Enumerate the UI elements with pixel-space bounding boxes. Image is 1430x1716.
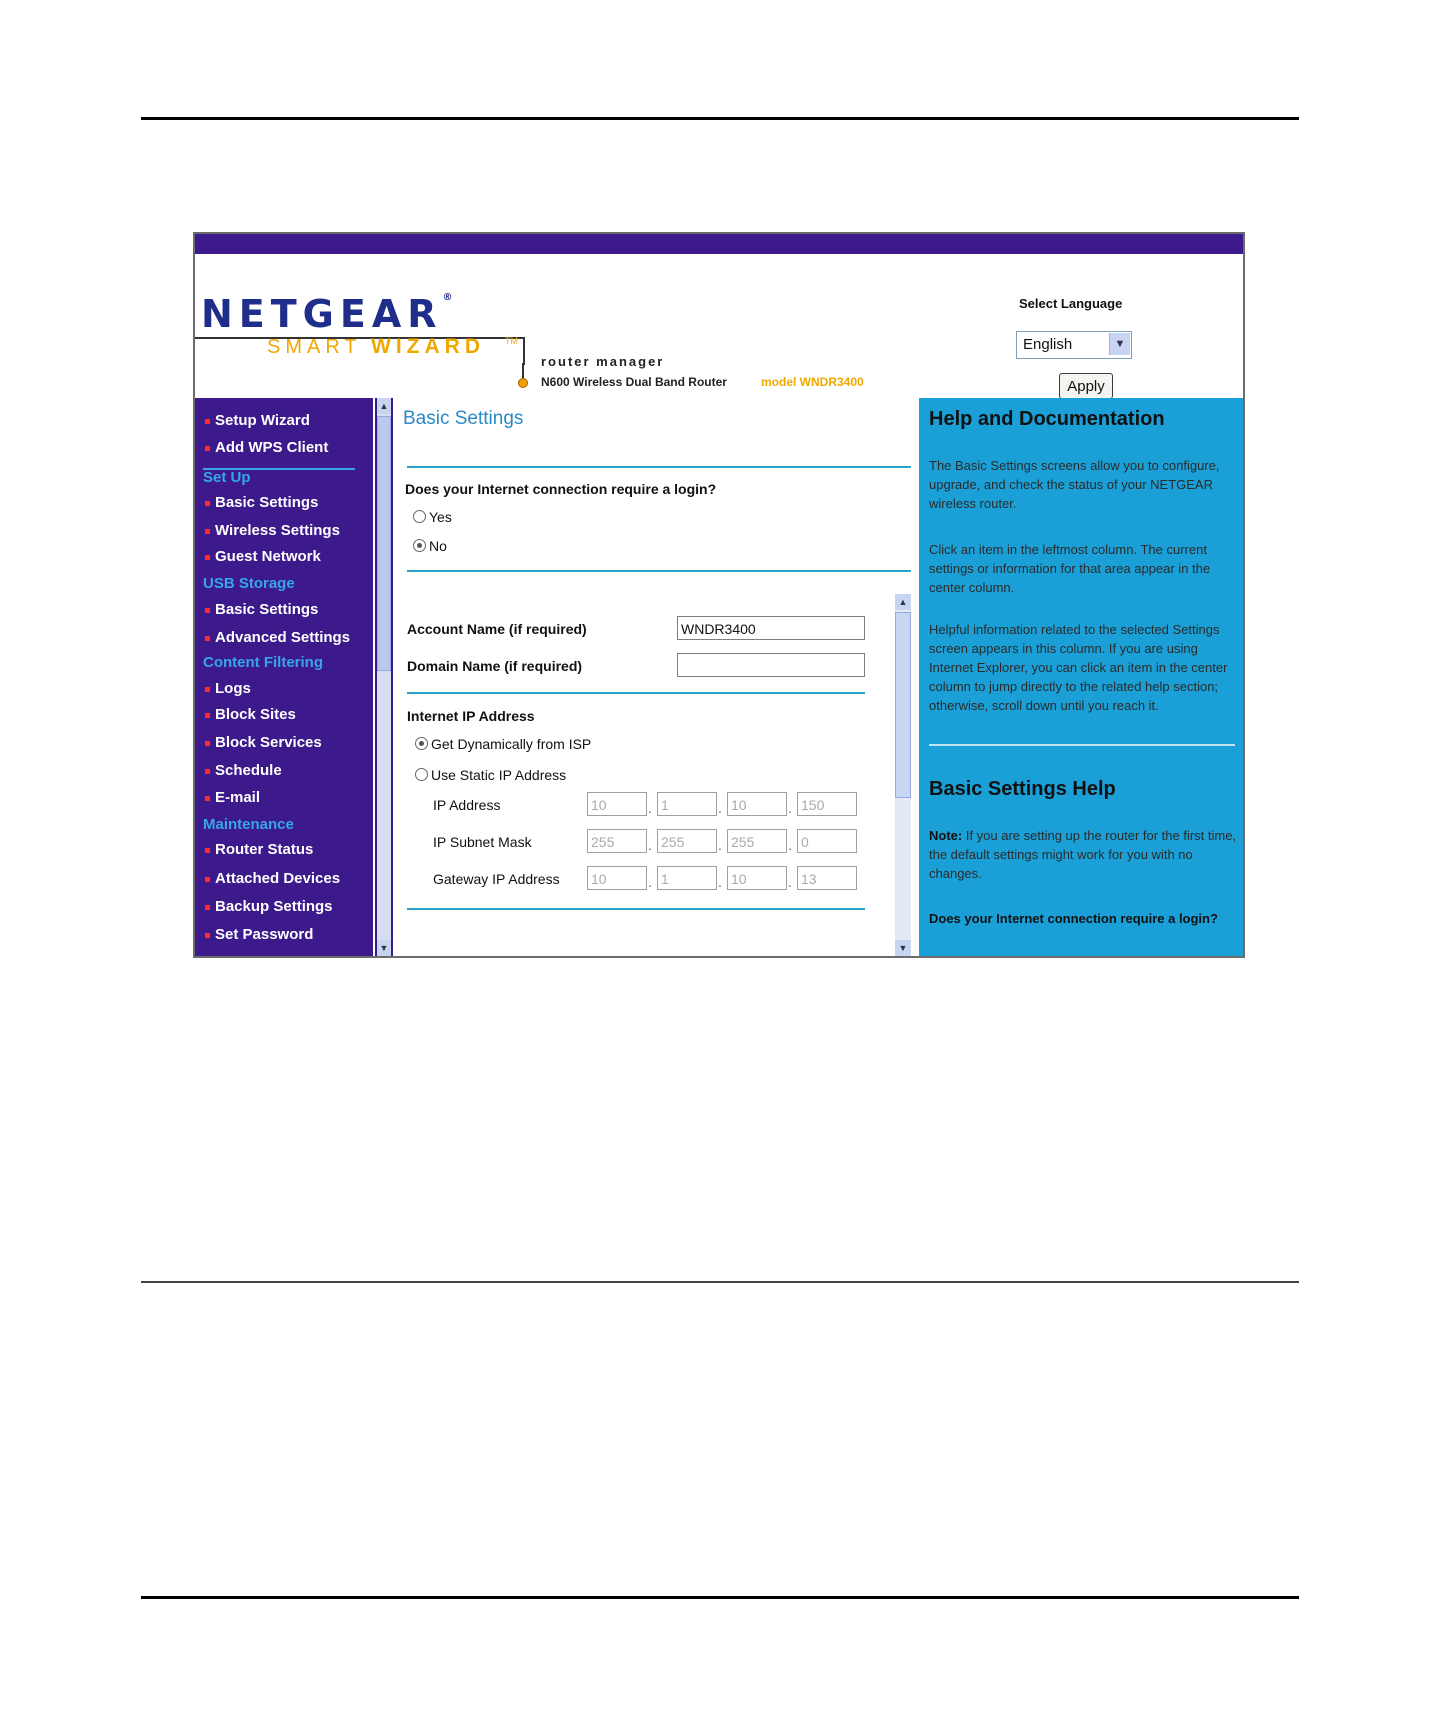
scroll-down-icon[interactable]: ▼ bbox=[895, 940, 911, 956]
sidebar-item-label: Basic Settings bbox=[215, 494, 319, 511]
sidebar-item-set-password[interactable] bbox=[205, 926, 313, 943]
gateway-octet-4[interactable]: 13 bbox=[797, 866, 857, 890]
page-middle-rule bbox=[141, 1281, 1299, 1283]
bullet-icon bbox=[205, 741, 210, 746]
sidebar-item-label: Router Status bbox=[215, 841, 314, 858]
sidebar-item-label: Add WPS Client bbox=[215, 439, 329, 456]
gateway-octet-2[interactable]: 1 bbox=[657, 866, 717, 890]
gateway-octet-3[interactable]: 10 bbox=[727, 866, 787, 890]
language-label: Select Language bbox=[1019, 296, 1123, 311]
subnet-mask-octet-2[interactable]: 255 bbox=[657, 829, 717, 853]
sidebar-item-block-services[interactable] bbox=[205, 734, 322, 751]
nav-border bbox=[391, 398, 393, 956]
sidebar-item-setup-wizard[interactable] bbox=[205, 412, 310, 429]
sidebar-item-label: Wireless Settings bbox=[215, 522, 340, 539]
sidebar-item-label: Backup Settings bbox=[215, 898, 333, 915]
divider bbox=[407, 570, 911, 572]
top-color-bar bbox=[195, 234, 1243, 254]
ip-separator: . bbox=[788, 837, 792, 853]
sidebar-item-label: E-mail bbox=[215, 789, 261, 806]
logo-frame-tick bbox=[522, 363, 524, 379]
divider bbox=[407, 692, 865, 694]
bullet-icon bbox=[205, 501, 210, 506]
sidebar-item-basic-settings[interactable] bbox=[205, 494, 318, 511]
bullet-icon bbox=[205, 636, 210, 641]
ip-address-octet-3[interactable]: 10 bbox=[727, 792, 787, 816]
language-select[interactable] bbox=[1016, 331, 1132, 359]
help-note bbox=[929, 826, 1239, 883]
bullet-icon bbox=[205, 796, 210, 801]
ip-address-octet-4[interactable]: 150 bbox=[797, 792, 857, 816]
logo-dot-icon bbox=[518, 378, 528, 388]
apply-button[interactable]: Apply bbox=[1059, 373, 1113, 399]
sidebar-item-schedule[interactable] bbox=[205, 762, 282, 779]
language-value: English bbox=[1023, 336, 1073, 353]
sidebar-item-basic-settings[interactable] bbox=[205, 601, 318, 618]
domain-name-label: Domain Name (if required) bbox=[407, 658, 583, 674]
logo-tm-text: TM bbox=[505, 336, 518, 346]
sidebar-item-block-sites[interactable] bbox=[205, 706, 296, 723]
login-yes-radio[interactable] bbox=[413, 510, 426, 523]
sidebar-item-logs[interactable] bbox=[205, 680, 251, 697]
subnet-mask-octet-1[interactable]: 255 bbox=[587, 829, 647, 853]
page-top-rule bbox=[141, 117, 1299, 120]
help-note-text: If you are setting up the router for the first time, the default settings might work for you with no changes. bbox=[929, 828, 1237, 881]
account-name-input[interactable]: WNDR3400 bbox=[677, 616, 865, 640]
login-no-radio[interactable] bbox=[413, 539, 426, 552]
bullet-icon bbox=[205, 848, 210, 853]
bullet-icon bbox=[205, 933, 210, 938]
gateway-label: Gateway IP Address bbox=[433, 871, 560, 887]
router-manager-label: router manager bbox=[541, 354, 665, 369]
bullet-icon bbox=[205, 608, 210, 613]
page-title: Basic Settings bbox=[403, 408, 524, 429]
help-section-title: Basic Settings Help bbox=[929, 778, 1116, 800]
sidebar-item-label: Basic Settings bbox=[215, 601, 319, 618]
ip-separator: . bbox=[788, 800, 792, 816]
ip-separator: . bbox=[648, 874, 652, 890]
sidebar-item-label: Block Sites bbox=[215, 706, 296, 723]
ip-address-octet-2[interactable]: 1 bbox=[657, 792, 717, 816]
ip-separator: . bbox=[648, 800, 652, 816]
sidebar-item-label: Attached Devices bbox=[215, 870, 341, 887]
main-content bbox=[393, 398, 917, 956]
scroll-up-icon[interactable]: ▲ bbox=[377, 398, 391, 414]
sidebar-item-label: Guest Network bbox=[215, 548, 321, 565]
sidebar bbox=[195, 398, 373, 956]
sidebar-item-label: Set Password bbox=[215, 926, 314, 943]
help-question: Does your Internet connection require a login? bbox=[929, 911, 1218, 926]
bullet-icon bbox=[205, 687, 210, 692]
domain-name-input[interactable] bbox=[677, 653, 865, 677]
ip-separator: . bbox=[648, 837, 652, 853]
ip-separator: . bbox=[718, 800, 722, 816]
scroll-up-icon[interactable]: ▲ bbox=[895, 594, 911, 610]
logo-wizard-text: WIZARD bbox=[371, 335, 485, 358]
netgear-logo: NETGEAR® bbox=[201, 292, 453, 336]
bullet-icon bbox=[205, 446, 210, 451]
help-title: Help and Documentation bbox=[929, 408, 1165, 430]
login-yes-label: Yes bbox=[429, 509, 452, 525]
ip-static-label: Use Static IP Address bbox=[431, 767, 567, 783]
sidebar-section-usb-storage: USB Storage bbox=[203, 575, 295, 592]
content-scrollbar[interactable] bbox=[895, 594, 911, 956]
sidebar-section-maintenance: Maintenance bbox=[203, 816, 294, 833]
sidebar-item-guest-network[interactable] bbox=[205, 548, 321, 565]
bullet-icon bbox=[205, 769, 210, 774]
ip-static-radio[interactable] bbox=[415, 768, 428, 781]
subnet-mask-octet-3[interactable]: 255 bbox=[727, 829, 787, 853]
help-note-label: Note: bbox=[929, 828, 963, 843]
help-panel bbox=[919, 398, 1243, 956]
internet-ip-heading: Internet IP Address bbox=[407, 708, 535, 724]
ip-separator: . bbox=[788, 874, 792, 890]
ip-dynamic-label: Get Dynamically from ISP bbox=[431, 736, 592, 752]
sidebar-item-label: Setup Wizard bbox=[215, 412, 310, 429]
header bbox=[195, 254, 1243, 398]
ip-separator: . bbox=[718, 837, 722, 853]
sidebar-item-wireless-settings[interactable] bbox=[205, 522, 340, 539]
gateway-octet-1[interactable]: 10 bbox=[587, 866, 647, 890]
divider bbox=[407, 908, 865, 910]
bullet-icon bbox=[205, 877, 210, 882]
sidebar-item-add-wps-client[interactable] bbox=[205, 439, 328, 456]
router-model: model WNDR3400 bbox=[761, 375, 864, 389]
sidebar-item-label: Logs bbox=[215, 680, 251, 697]
login-no-label: No bbox=[429, 538, 447, 554]
sidebar-section-set-up: Set Up bbox=[203, 469, 251, 486]
subnet-mask-label: IP Subnet Mask bbox=[433, 834, 532, 850]
divider bbox=[407, 466, 911, 468]
router-manager-window bbox=[193, 232, 1245, 958]
help-paragraph: Helpful information related to the selected Settings screen appears in this column. If you are using Internet Explorer, you can click an item in the center column to jump directly to the related help section; otherwise, scroll down until you reach it. bbox=[929, 622, 1228, 713]
ip-address-label: IP Address bbox=[433, 797, 501, 813]
sidebar-item-label: Schedule bbox=[215, 762, 282, 779]
bullet-icon bbox=[205, 419, 210, 424]
help-paragraph: Click an item in the leftmost column. The current settings or information for that area appear in the center column. bbox=[929, 542, 1211, 595]
help-divider bbox=[929, 744, 1235, 746]
sidebar-item-label: Block Services bbox=[215, 734, 322, 751]
help-paragraph: The Basic Settings screens allow you to configure, upgrade, and check the status of your NETGEAR wireless router. bbox=[929, 458, 1220, 511]
login-question: Does your Internet connection require a login? bbox=[405, 481, 717, 497]
bullet-icon bbox=[205, 555, 210, 560]
sidebar-item-backup-settings[interactable] bbox=[205, 898, 333, 915]
scroll-down-icon[interactable]: ▼ bbox=[377, 940, 391, 956]
sidebar-item-advanced-settings[interactable] bbox=[205, 629, 350, 646]
bullet-icon bbox=[205, 529, 210, 534]
ip-address-octet-1[interactable]: 10 bbox=[587, 792, 647, 816]
router-name: N600 Wireless Dual Band Router bbox=[541, 375, 727, 389]
sidebar-item-attached-devices[interactable] bbox=[205, 870, 340, 887]
scrollbar-thumb[interactable] bbox=[377, 416, 391, 671]
sidebar-item-router-status[interactable] bbox=[205, 841, 313, 858]
sidebar-item-e-mail[interactable] bbox=[205, 789, 260, 806]
account-name-label: Account Name (if required) bbox=[407, 621, 587, 637]
ip-dynamic-radio[interactable] bbox=[415, 737, 428, 750]
subnet-mask-octet-4[interactable]: 0 bbox=[797, 829, 857, 853]
sidebar-section-content-filtering: Content Filtering bbox=[203, 654, 323, 671]
chevron-down-icon[interactable]: ▼ bbox=[1109, 333, 1130, 355]
page-bottom-rule bbox=[141, 1596, 1299, 1599]
ip-separator: . bbox=[718, 874, 722, 890]
bullet-icon bbox=[205, 905, 210, 910]
scrollbar-thumb[interactable] bbox=[895, 612, 911, 798]
logo-smart-text: SMART bbox=[267, 336, 362, 358]
bullet-icon bbox=[205, 713, 210, 718]
sidebar-item-label: Advanced Settings bbox=[215, 629, 351, 646]
